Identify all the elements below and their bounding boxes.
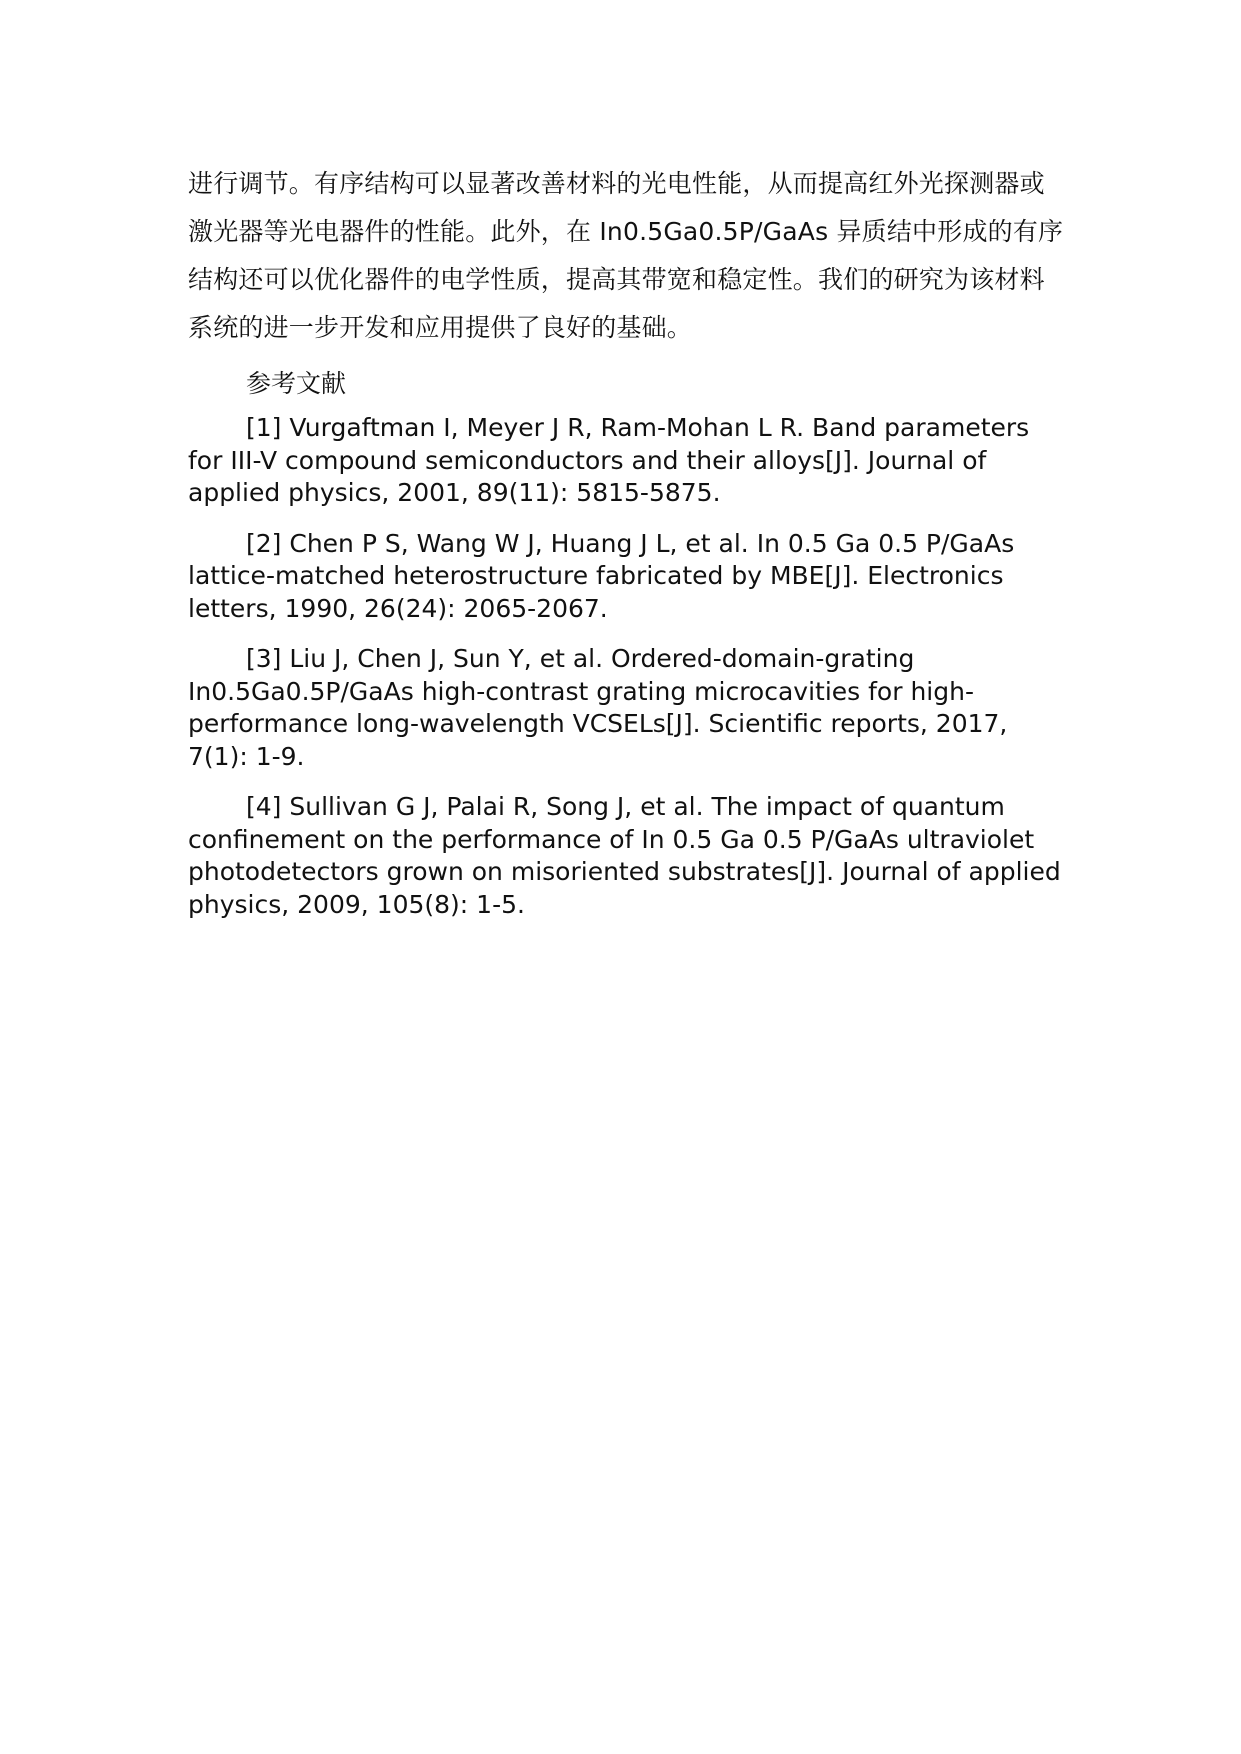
reference-list	[188, 412, 1068, 921]
body-paragraph: 进行调节。有序结构可以显著改善材料的光电性能，从而提高红外光探测器或激光器等光电器件的性能。此外，在 In0.5Ga0.5P/GaAs 异质结中形成的有序结构还可以优化器件的电学性质，提高其带宽和稳定性。我们的研究为该材料系统的进一步开发和应用提供了良好的基础。	[188, 169, 1064, 342]
reference-item: [1] Vurgaftman I, Meyer J R, Ram-Mohan L R. Band parameters for III-V compound semiconductors and their alloys[J]. Journal of applied physics, 2001, 89(11): 5815-5875.	[188, 413, 1030, 507]
reference-item: [3] Liu J, Chen J, Sun Y, et al. Ordered-domain-grating In0.5Ga0.5P/GaAs high-contrast grating microcavities for high-performance long-wavelength VCSELs[J]. Scientific reports, 2017, 7(1): 1-9.	[188, 644, 1008, 771]
page-content	[188, 160, 1068, 939]
reference-item: [2] Chen P S, Wang W J, Huang J L, et al. In 0.5 Ga 0.5 P/GaAs lattice-matched heterostructure fabricated by MBE[J]. Electronics letters, 1990, 26(24): 2065-2067.	[188, 528, 1015, 623]
references-heading: 参考文献	[246, 369, 347, 398]
reference-item: [4] Sullivan G J, Palai R, Song J, et al. The impact of quantum confinement on the performance of In 0.5 Ga 0.5 P/GaAs ultraviolet photodetectors grown on misoriented substrates[J]. Journal of applied physics, 2009, 105(8): 1-5.	[188, 792, 1061, 919]
